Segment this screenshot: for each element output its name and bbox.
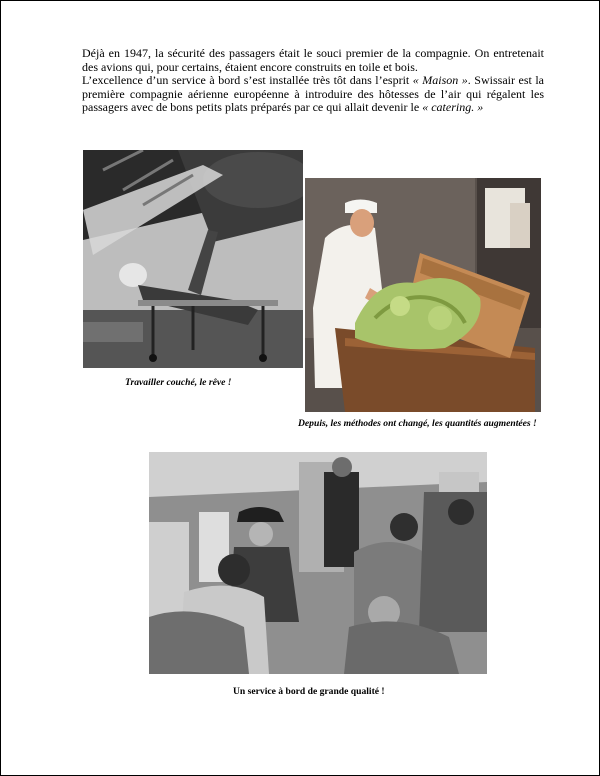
photo-passengers-in-cabin xyxy=(149,452,487,674)
intro-catering: « catering. » xyxy=(422,100,484,115)
photo-mechanic-under-wing xyxy=(83,150,303,368)
intro-maison: « Maison » xyxy=(412,73,468,88)
caption-mechanic: Travailler couché, le rêve ! xyxy=(125,377,232,388)
intro-paragraph-2 xyxy=(82,74,544,115)
intro-paragraph-2-before: L’excellence d’un service à bord s’est installée très tôt dans l’esprit xyxy=(82,73,413,88)
intro-text xyxy=(82,47,544,115)
caption-cabin: Un service à bord de grande qualité ! xyxy=(233,686,385,697)
caption-kitchen: Depuis, les méthodes ont changé, les quantités augmentées ! xyxy=(298,418,537,429)
photo-cook-preparing-lettuce xyxy=(305,178,541,412)
intro-paragraph-2-middle: . Swissair est la première compagnie aérienne européenne à introduire des hôtesses de l’air qui régalent les passagers avec de bons petits plats préparés par ce qui allait devenir le xyxy=(82,73,544,115)
intro-paragraph-1: Déjà en 1947, la sécurité des passagers était le souci premier de la compagnie. On entretenait des avions qui, pour certains, étaient encore construits en toile et bois. xyxy=(82,46,544,74)
